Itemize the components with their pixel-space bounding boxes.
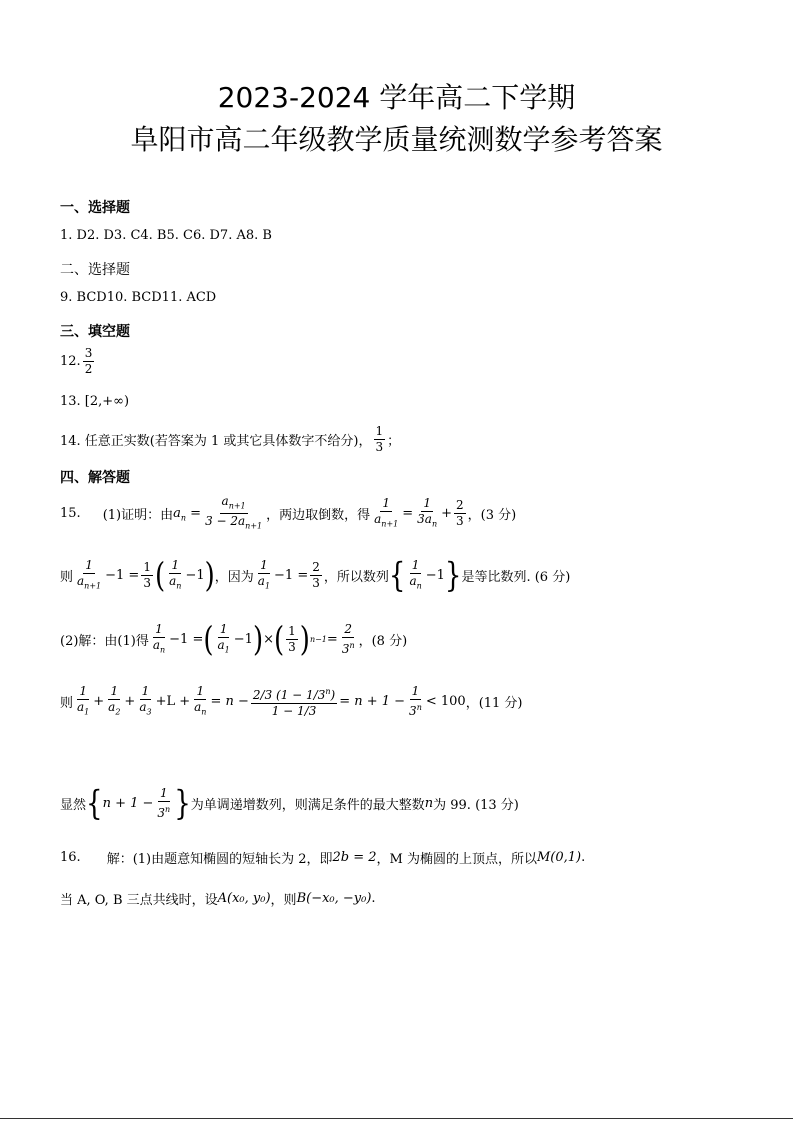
answer-14-fraction: $\frac{1}{3}$ [375,424,384,454]
q15-part1-conclusion: 则 $\frac{1}{a_{n+1}}$ −1 = $\frac{1}{3}$ ( $\frac{1}{a_n}$ −1 ) ，因为 $\frac{1}{a_1}$ −1 = $\frac{2}{3}$ ，所以数列 { $\frac{1}{a_n}$ −1 } 是等比数列. (6 分) [60,556,571,596]
formula: $\frac{1}{3}$ [288,624,296,655]
answer-14 [60,424,400,455]
q16-label: 16. [60,850,81,865]
formula: $\frac{1}{3^n}$ [157,786,171,820]
answer-13: 13. [2,+∞) [60,394,130,409]
bottom-divider [0,1118,793,1119]
q15-part1-lead: (1)证明：由 [102,508,174,524]
formula: $\frac{1}{a_n}$ [152,622,166,655]
formula: $\frac{1}{a_n}$ [169,558,182,591]
formula: $\frac{1}{3^n}$ [409,684,422,719]
formula: $\frac{1}{a_n}$ [194,684,207,717]
q15-part1-mid: ，两边取倒数，得 [266,508,371,524]
formula: $\frac{1}{a_n}$ [409,558,422,591]
answer-12 [60,346,96,377]
section-heading-solution: 四、解答题 [60,470,130,486]
q15-label: 15. [60,506,81,522]
q16-collinear-line: 当 A, O, B 三点共线时，设 A(x₀, y₀) ，则 B(−x₀, −y₀) . [60,891,376,908]
section-heading-fill: 三、填空题 [60,324,130,340]
section-heading-choice: 一、选择题 [60,200,130,216]
answer-12-fraction: $\frac{3}{2}$ [84,346,93,376]
q15-part2-conclusion: 显然 { n + 1 − $\frac{1}{3^n}$ } 为单调递增数列，则满足条件的最大整数 n 为 99. (13 分) [60,784,519,823]
answer-12-label: 12. [60,354,81,369]
formula: $\frac{1}{a_2}$ [108,684,121,717]
answer-14-text: 14. 任意正实数(若答案为 1 或其它具体数字不给分)， [60,434,372,449]
q15-part1-score: ，(3 分) [467,508,517,524]
formula: $\frac{1}{3}$ [143,560,151,591]
q15-part2-sum: 则 $\frac{1}{a_1}$ + $\frac{1}{a_2}$ + $\frac{1}{a_3}$ +L + $\frac{1}{a_n}$ = n − $\frac{2/3 (1 - 1/3^n)}{1 - 1/3}$ = n + 1 − $\frac{1}{3^n}$ < 100 ，(11 分) [60,684,523,719]
formula: $\frac{2}{3}$ [312,560,320,591]
formula: $a_n$ = [173,505,202,523]
choice-answers: 1. D2. D3. C4. B5. C6. D7. A8. B [60,228,272,243]
title-line-2: 阜阳市高二年级教学质量统测数学参考答案 [130,123,663,156]
formula: $\frac{1}{a_3}$ [139,684,152,717]
formula: $\frac{1}{a_{n+1}}$ [77,558,102,591]
formula: $\frac{2}{3}$ [456,498,464,529]
q15-part2-general-term: (2)解：由(1)得 $\frac{1}{a_n}$ −1 = ( $\frac{1}{a_1}$ −1 ) × ( $\frac{1}{3}$ ) n−1 = $\frac{2}{3^n}$ ，(8 分) [60,620,408,660]
formula: $\frac{1}{3a_n}$ [417,496,438,529]
formula: $\frac{a_{n+1}}{3 - 2a_{n+1}}$ [205,494,263,531]
formula: $\frac{2}{3^n}$ [341,622,355,657]
formula: $\frac{1}{a_{n+1}}$ [374,496,399,529]
formula: $\frac{2/3 (1 - 1/3^n)}{1 - 1/3}$ [251,684,337,719]
title-line-1: 2023-2024 学年高二下学期 [217,81,576,114]
multi-choice-answers: 9. BCD10. BCD11. ACD [60,290,217,305]
q15-part1-line: 15. (1)证明：由 $a_n$ = $\frac{a_{n+1}}{3 - 2a_{n+1}}$ ，两边取倒数，得 $\frac{1}{a_{n+1}}$ = $\frac{1}{3a_n}$ + $\frac{2}{3}$ ，(3 分) [60,494,516,534]
q16-part1-line: 16. 解：(1)由题意知椭圆的短轴长为 2，即 2b = 2 ，M 为椭圆的上顶点，所以 M(0,1) . [60,850,586,867]
formula: $\frac{1}{a_1}$ [217,622,230,655]
answer-14-tail: ； [387,434,401,449]
formula: $\frac{1}{a_1}$ [257,558,271,591]
formula: $\frac{1}{a_1}$ [77,684,90,717]
section-heading-multi-choice: 二、选择题 [60,262,130,278]
